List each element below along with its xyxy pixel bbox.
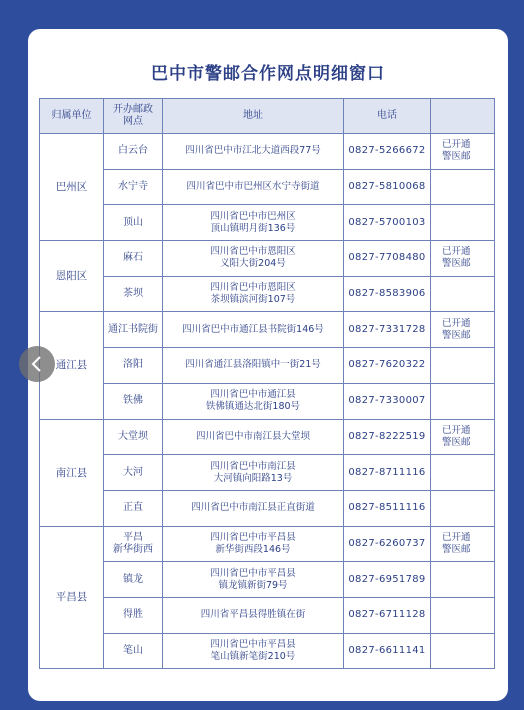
- table-header-row: [40, 99, 495, 134]
- outlet-cell: 铁佛: [104, 383, 163, 419]
- address-cell: 四川省巴中市恩阳区 茶坝镇滨河街107号: [163, 276, 344, 312]
- outlet-cell: 得胜: [104, 597, 163, 633]
- note-cell: [431, 597, 495, 633]
- table-row: [40, 597, 495, 633]
- table-row: [40, 490, 495, 526]
- table-row: [40, 562, 495, 598]
- outlet-cell: 镇龙: [104, 562, 163, 598]
- note-cell: [431, 348, 495, 384]
- note-cell: [431, 490, 495, 526]
- note-cell: [431, 169, 495, 205]
- outlet-cell: 大堂坝: [104, 419, 163, 455]
- table-row: [40, 312, 495, 348]
- table-row: [40, 348, 495, 384]
- district-cell: 巴州区: [40, 134, 104, 241]
- address-cell: 四川省巴中市巴州区水宁寺街道: [163, 169, 344, 205]
- note-cell: [431, 455, 495, 491]
- district-cell: 恩阳区: [40, 241, 104, 312]
- district-cell: 通江县: [40, 312, 104, 419]
- outlet-cell: 白云台: [104, 134, 163, 170]
- table-row: [40, 455, 495, 491]
- header-address: 地址: [163, 99, 344, 134]
- phone-cell: 0827-6711128: [344, 597, 431, 633]
- note-cell: [431, 205, 495, 241]
- address-cell: 四川省巴中市平昌县 笔山镇新笔街210号: [163, 633, 344, 669]
- page-title: 巴中市警邮合作网点明细窗口: [151, 64, 385, 84]
- table-row: [40, 419, 495, 455]
- table-row: [40, 526, 495, 562]
- outlet-cell: 顶山: [104, 205, 163, 241]
- table-row: [40, 241, 495, 277]
- note-cell: [431, 383, 495, 419]
- outlet-cell: 茶坝: [104, 276, 163, 312]
- address-cell: 四川省巴中市平昌县 新华街西段146号: [163, 526, 344, 562]
- address-cell: 四川省巴中市江北大道西段77号: [163, 134, 344, 170]
- table-row: [40, 383, 495, 419]
- district-cell: 平昌县: [40, 526, 104, 669]
- outlet-table: [39, 98, 495, 669]
- header-note: [431, 99, 495, 134]
- header-phone: 电话: [344, 99, 431, 134]
- outlet-cell: 大河: [104, 455, 163, 491]
- address-cell: 四川省巴中市南江县正直街道: [163, 490, 344, 526]
- address-cell: 四川省通江县洛阳镇中一街21号: [163, 348, 344, 384]
- address-cell: 四川省巴中市通江县书院街146号: [163, 312, 344, 348]
- note-cell: 已开通 警医邮: [431, 241, 495, 277]
- address-cell: 四川省巴中市平昌县 镇龙镇新街79号: [163, 562, 344, 598]
- address-cell: 四川省巴中市南江县大堂坝: [163, 419, 344, 455]
- phone-cell: 0827-6611141: [344, 633, 431, 669]
- phone-cell: 0827-8222519: [344, 419, 431, 455]
- outlet-cell: 平昌 新华街西: [104, 526, 163, 562]
- note-cell: 已开通 警医邮: [431, 312, 495, 348]
- outlet-cell: 正直: [104, 490, 163, 526]
- outlet-cell: 通江书院街: [104, 312, 163, 348]
- previous-page-button[interactable]: [19, 346, 55, 382]
- outlet-cell: 洛阳: [104, 348, 163, 384]
- address-cell: 四川省巴中市巴州区 顶山镇明月街136号: [163, 205, 344, 241]
- table-row: [40, 134, 495, 170]
- table-row: [40, 276, 495, 312]
- phone-cell: 0827-5810068: [344, 169, 431, 205]
- chevron-left-icon: [30, 355, 44, 373]
- header-outlet: 开办邮政 网点: [104, 99, 163, 134]
- note-cell: 已开通 警医邮: [431, 526, 495, 562]
- note-cell: [431, 633, 495, 669]
- address-cell: 四川省巴中市通江县 铁佛镇通达北街180号: [163, 383, 344, 419]
- address-cell: 四川省巴中市南江县 大河镇向阳路13号: [163, 455, 344, 491]
- note-cell: 已开通 警医邮: [431, 134, 495, 170]
- phone-cell: 0827-7620322: [344, 348, 431, 384]
- outlet-cell: 笔山: [104, 633, 163, 669]
- header-district: 归属单位: [40, 99, 104, 134]
- phone-cell: 0827-5700103: [344, 205, 431, 241]
- note-cell: [431, 562, 495, 598]
- phone-cell: 0827-5266672: [344, 134, 431, 170]
- phone-cell: 0827-7708480: [344, 241, 431, 277]
- district-cell: 南江县: [40, 419, 104, 526]
- note-cell: [431, 276, 495, 312]
- phone-cell: 0827-8583906: [344, 276, 431, 312]
- phone-cell: 0827-8511116: [344, 490, 431, 526]
- table-row: [40, 633, 495, 669]
- note-cell: 已开通 警医邮: [431, 419, 495, 455]
- outlet-cell: 麻石: [104, 241, 163, 277]
- phone-cell: 0827-7330007: [344, 383, 431, 419]
- table-row: [40, 169, 495, 205]
- address-cell: 四川省平昌县得胜镇在街: [163, 597, 344, 633]
- phone-cell: 0827-6951789: [344, 562, 431, 598]
- phone-cell: 0827-8711116: [344, 455, 431, 491]
- table-row: [40, 205, 495, 241]
- phone-cell: 0827-7331728: [344, 312, 431, 348]
- phone-cell: 0827-6260737: [344, 526, 431, 562]
- outlet-cell: 水宁寺: [104, 169, 163, 205]
- content-card: [28, 29, 508, 701]
- address-cell: 四川省巴中市恩阳区 义阳大街204号: [163, 241, 344, 277]
